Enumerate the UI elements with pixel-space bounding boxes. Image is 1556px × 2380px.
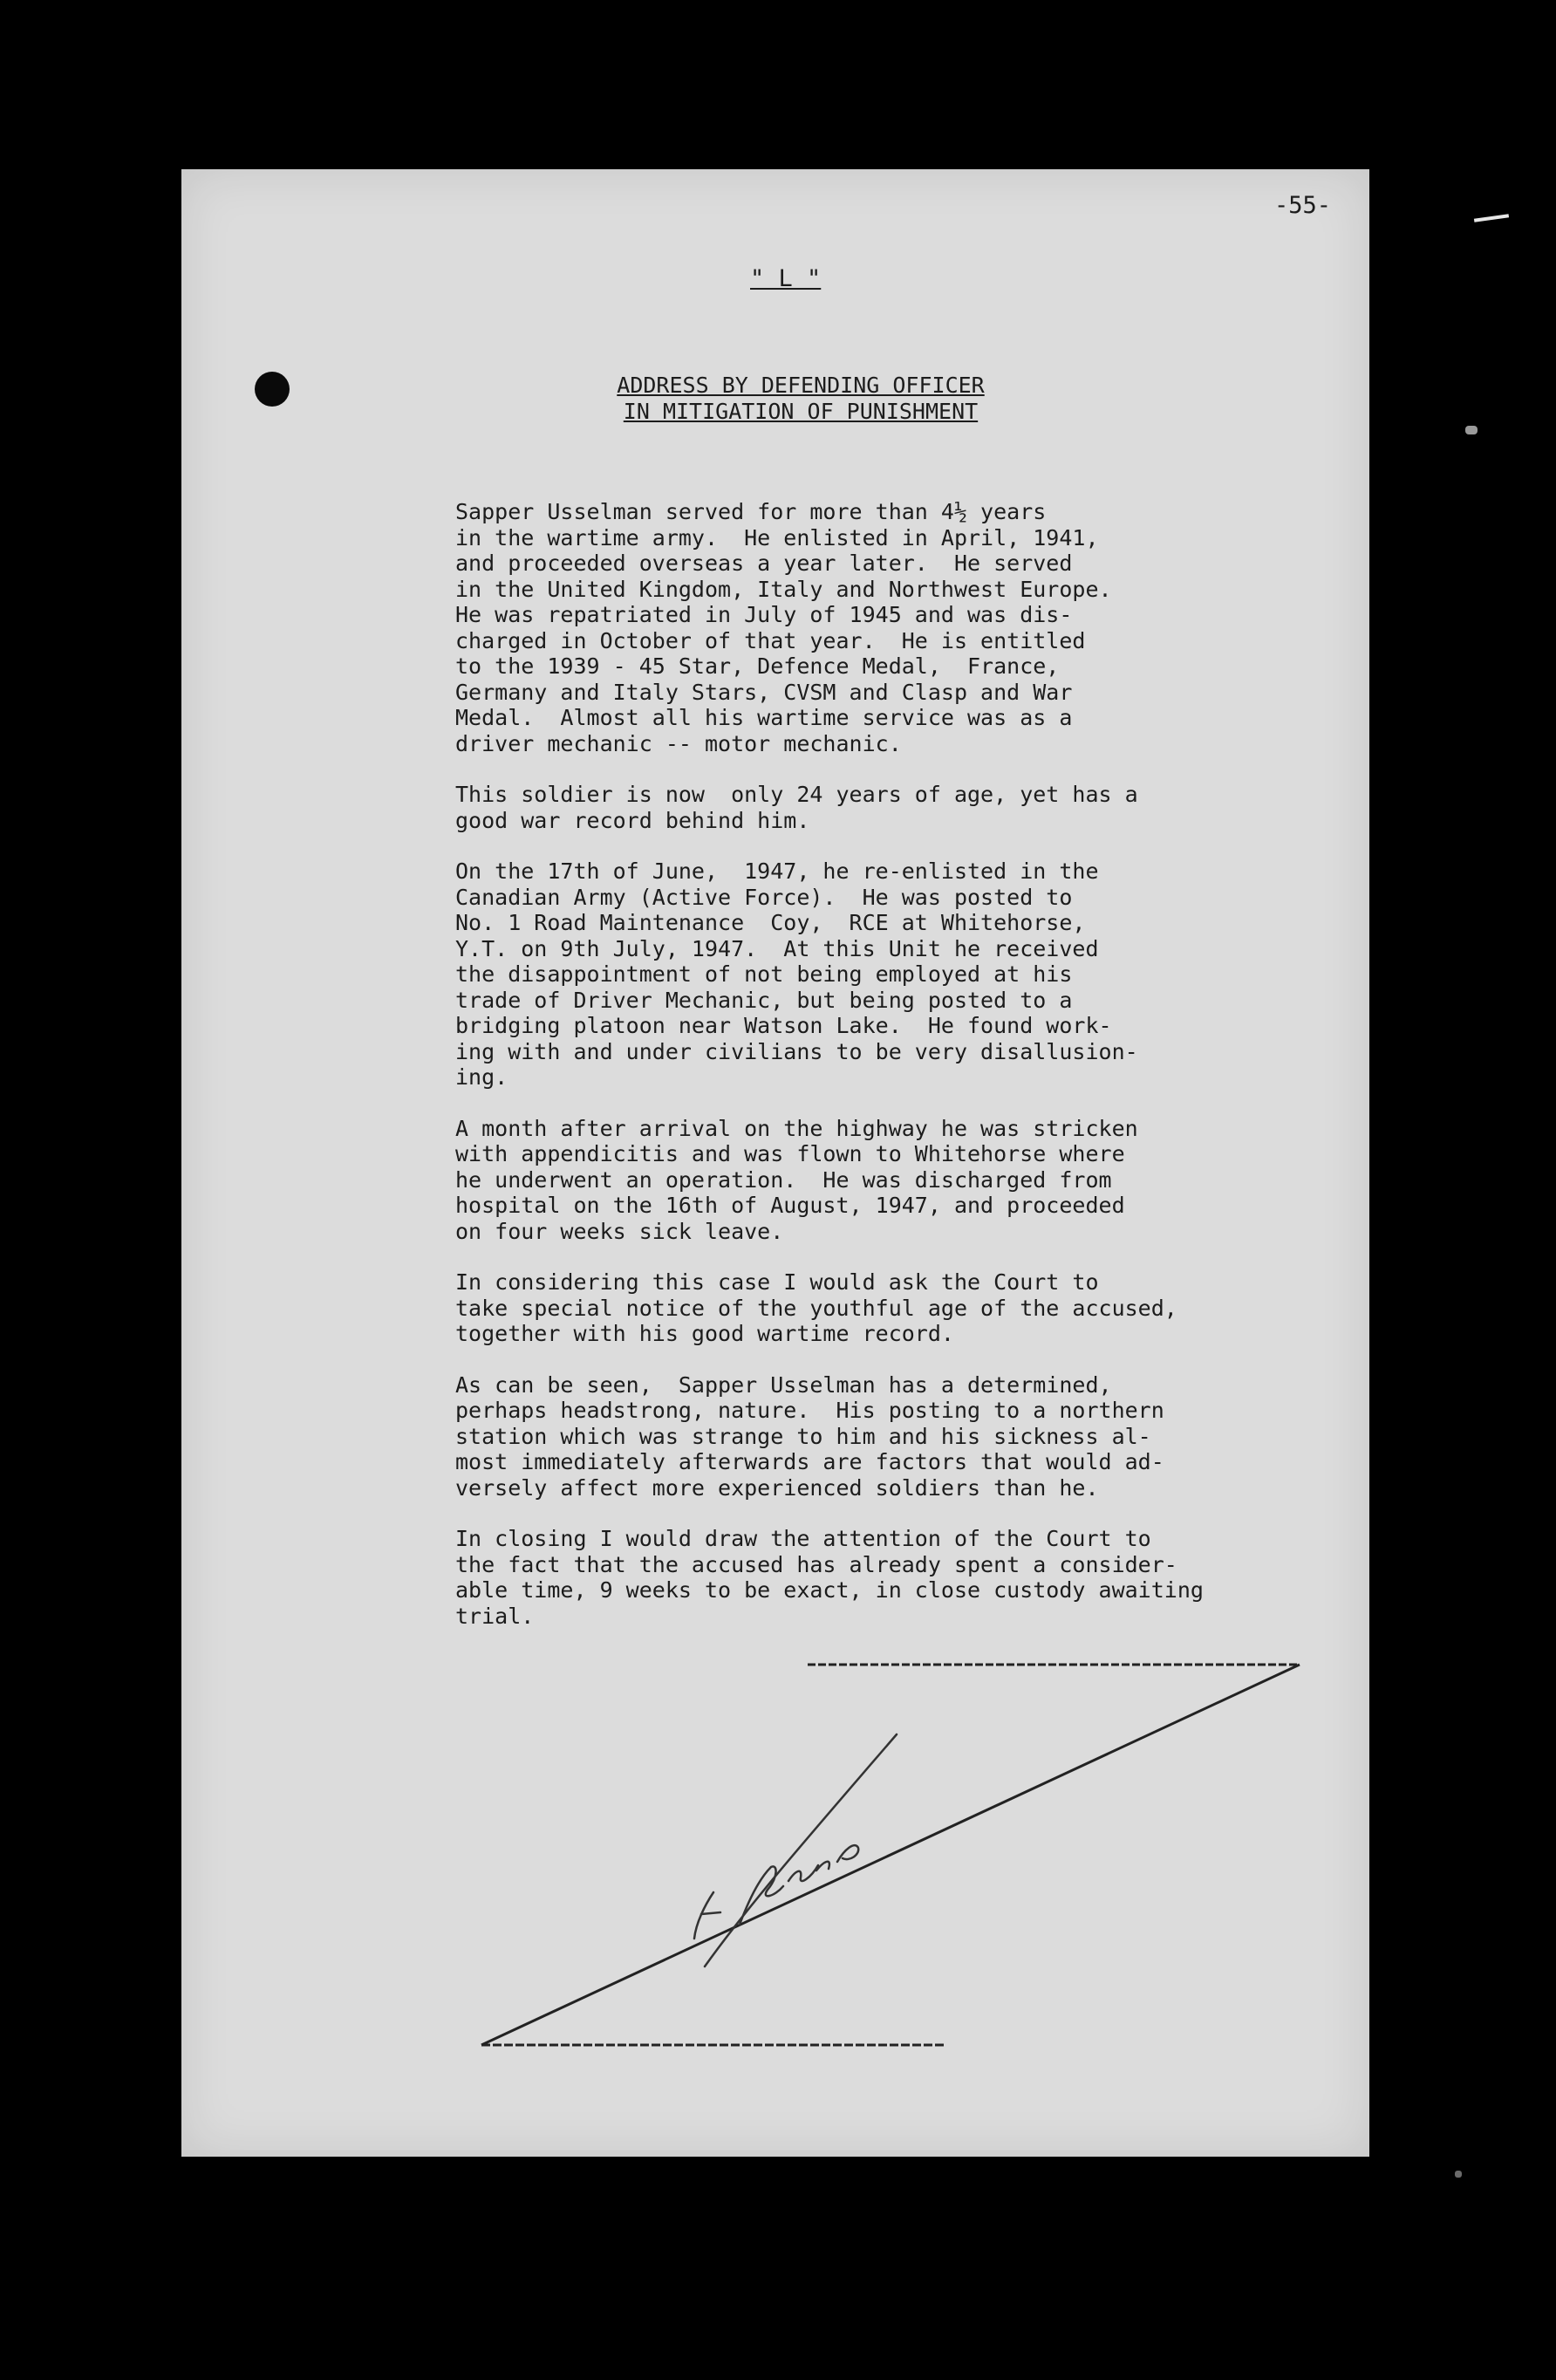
- text-line: able time, 9 weeks to be exact, in close custody awaiting: [455, 1577, 1204, 1603]
- text-line: most immediately afterwards are factors that would ad-: [455, 1449, 1164, 1474]
- signature-block: [181, 169, 1369, 2157]
- text-line: he underwent an operation. He was discharged from: [455, 1166, 1112, 1193]
- text-line: Y.T. on 9th July, 1947. At this Unit he received: [455, 935, 1099, 961]
- text-line: the disappointment of not being employed at his: [455, 961, 1073, 987]
- text-line: in the United Kingdom, Italy and Northwest Europe.: [455, 576, 1112, 602]
- text-line: take special notice of the youthful age of the accused,: [455, 1295, 1177, 1321]
- heading-line-1: ADDRESS BY DEFENDING OFFICER: [617, 373, 985, 398]
- text-line: together with his good wartime record.: [455, 1321, 954, 1346]
- text-line: As can be seen, Sapper Usselman has a determined,: [455, 1371, 1112, 1398]
- text-line: In considering this case I would ask the Court to: [455, 1269, 1099, 1295]
- appendix-mark: " L ": [750, 265, 822, 292]
- text-line: perhaps headstrong, nature. His posting to a northern: [455, 1398, 1164, 1423]
- heading-line-2: IN MITIGATION OF PUNISHMENT: [623, 399, 979, 424]
- text-line: charged in October of that year. He is entitled: [455, 627, 1086, 653]
- text-line: No. 1 Road Maintenance Coy, RCE at Whitehorse,: [455, 910, 1086, 935]
- text-line: versely affect more experienced soldiers than he.: [455, 1474, 1099, 1501]
- document-page: [181, 169, 1369, 2157]
- text-line: Medal. Almost all his wartime service was as a: [455, 705, 1073, 730]
- text-line: Germany and Italy Stars, CVSM and Clasp and War: [455, 679, 1073, 705]
- text-line: station which was strange to him and his sickness al-: [455, 1423, 1151, 1449]
- text-line: and proceeded overseas a year later. He served: [455, 551, 1073, 576]
- text-line: to the 1939 - 45 Star, Defence Medal, France,: [455, 653, 1060, 679]
- text-line: On the 17th of June, 1947, he re-enlisted in the: [455, 858, 1099, 884]
- edge-mark-right-bottom: [1455, 2171, 1462, 2178]
- text-line: good war record behind him.: [455, 807, 810, 833]
- text-line: This soldier is now only 24 years of age, yet has a: [455, 782, 1138, 807]
- text-line: He was repatriated in July of 1945 and was dis-: [455, 602, 1073, 627]
- text-line: bridging platoon near Watson Lake. He found work-: [455, 1013, 1112, 1038]
- text-line: trade of Driver Mechanic, but being posted to a: [455, 987, 1073, 1013]
- text-line: Canadian Army (Active Force). He was posted to: [455, 884, 1073, 910]
- text-line: on four weeks sick leave.: [455, 1218, 784, 1244]
- page-number: -55-: [1274, 192, 1332, 219]
- edge-mark-right-top: [1474, 214, 1509, 222]
- signature-slash-line: [481, 1665, 1300, 2045]
- text-line: with appendicitis and was flown to Whitehorse where: [455, 1141, 1125, 1166]
- edge-mark-right-middle: [1465, 426, 1478, 434]
- text-line: A month after arrival on the highway he was stricken: [455, 1115, 1138, 1141]
- text-line: driver mechanic -- motor mechanic.: [455, 730, 902, 756]
- text-line: trial.: [455, 1603, 535, 1629]
- text-line: ing with and under civilians to be very disallusion-: [455, 1038, 1138, 1064]
- text-line: the fact that the accused has already spent a consider-: [455, 1551, 1177, 1577]
- text-line: Sapper Usselman served for more than 4½ years: [455, 499, 1047, 524]
- text-line: ing.: [455, 1064, 508, 1090]
- text-line: In closing I would draw the attention of the Court to: [455, 1526, 1151, 1551]
- text-line: in the wartime army. He enlisted in April, 1941,: [455, 524, 1099, 551]
- text-line: hospital on the 16th of August, 1947, and proceeded: [455, 1193, 1125, 1218]
